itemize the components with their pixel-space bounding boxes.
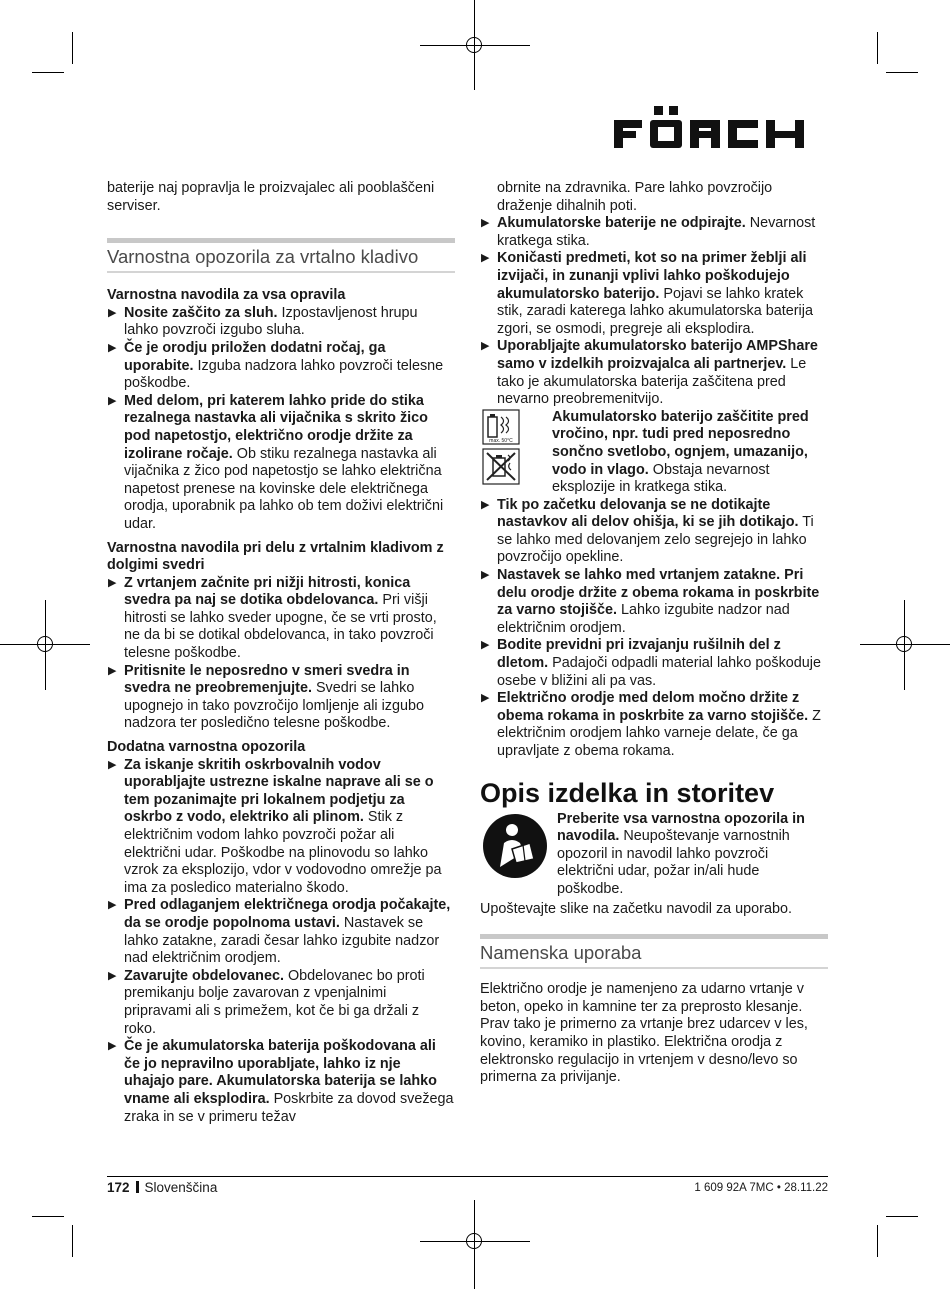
arrow-icon: ▶ [481, 569, 490, 582]
read-instructions-notice [480, 811, 828, 899]
arrow-icon: ▶ [108, 969, 117, 982]
item-bold: Električno orodje med delom močno držite z obema rokama in poskrbite za varno stojišče. [497, 690, 809, 724]
item-bold: Nastavek se lahko med vrtanjem zatakne. Pri delu orodje držite z obema rokama in poskrbite za varno stojišče. [497, 567, 820, 619]
item-text: Poskrbite za dovod svežega zraka in se v primeru težav [124, 1090, 454, 1125]
subheading: Varnostna navodila za vsa opravila [107, 287, 346, 304]
crop-mark [877, 32, 878, 64]
section-title: Varnostna opozorila za vrtalno kladivo [107, 247, 455, 273]
list-item [107, 968, 455, 1038]
subheading: Varnostna navodila pri delu z vrtalnim kladivom z dolgimi svedri [107, 539, 444, 574]
section-heading [107, 238, 455, 273]
item-bold: Zavarujte obdelovanec. [124, 967, 284, 984]
page-footer [107, 1176, 828, 1195]
arrow-icon: ▶ [108, 576, 117, 589]
continuation-text: obrnite na zdravnika. Pare lahko povzročijo draženje dihalnih poti. [497, 180, 773, 214]
notice-text [557, 811, 828, 899]
item-text: Pri višji hitrosti se lahko sveder upogne, če se vrti prosto, ne da bi se dotikal obdelovanca, in tako povzroči telesne poškodbe. [124, 592, 437, 662]
chapter-heading: Opis izdelka in storitev [480, 777, 775, 808]
item-bold: Pritisnite le neposredno v smeri svedra in svedra ne preobremenjujte. [124, 662, 410, 697]
list-item [107, 575, 455, 663]
arrow-icon: ▶ [481, 498, 490, 511]
item-bold: Z vrtanjem začnite pri nižji hitrosti, konica svedra pa naj se dotika obdelovanca. [124, 574, 411, 609]
arrow-icon: ▶ [481, 340, 490, 353]
item-text: Nevarnost kratkega stika. [497, 215, 816, 249]
arrow-icon: ▶ [108, 341, 117, 354]
list-item [107, 757, 455, 898]
warning-icons [482, 409, 520, 491]
brand-logo [612, 100, 828, 154]
item-text: Le tako je akumulatorska baterija zaščitena pred nevarno preobremenitvijo. [497, 355, 807, 408]
item-text: Padajoči odpadli material lahko poškoduje osebe v bližini ali pa vas. [497, 655, 821, 689]
item-bold: Nosite zaščito za sluh. [124, 304, 278, 321]
registration-mark [466, 37, 482, 53]
arrow-icon: ▶ [481, 692, 490, 705]
crop-mark [877, 1225, 878, 1257]
registration-mark [896, 636, 912, 652]
item-bold: Tik po začetku delovanja se ne dotikajte nastavkov ali delov ohišja, ki se jih dotikajo. [497, 496, 799, 531]
item-bold: Pred odlaganjem električnega orodja počakajte, da se orodje popolnoma ustavi. [124, 897, 451, 931]
section-title: Namenska uporaba [480, 943, 828, 969]
list-item [480, 567, 828, 637]
registration-mark [466, 1233, 482, 1249]
arrow-icon: ▶ [108, 899, 117, 912]
list-item [480, 250, 828, 338]
item-bold: Akumulatorsko baterijo zaščitite pred vročino, npr. tudi pred neposredno sončno svetlobo, ognjem, umazanijo, vodo in vlago. [552, 408, 809, 478]
list-item [480, 497, 828, 567]
list-item [107, 1038, 455, 1126]
item-text: Obdelovanec bo proti premikanju bolje zavarovan z vpenjalnimi pripravami ali s primežem, kot če bi ga držali z roko. [124, 967, 425, 1037]
left-column [107, 180, 455, 1126]
forch-logo-icon [612, 100, 828, 154]
crop-mark [72, 32, 73, 64]
footer-language: Slovenščina [144, 1180, 218, 1195]
item-bold: Uporabljajte akumulatorsko baterijo AMPShare samo v izdelkih proizvajalca ali partnerjev. [497, 338, 818, 372]
crop-mark [886, 72, 918, 73]
item-bold: Če je akumulatorska baterija poškodovana ali če jo nepravilno uporabljate, lahko iz nje uhajajo pare. Akumulatorska baterija se lahko vname ali eksplodira. [124, 1038, 437, 1107]
page-number: 172 [107, 1180, 130, 1195]
arrow-icon: ▶ [108, 306, 117, 319]
list-item [480, 637, 828, 690]
figures-note: Upoštevajte slike na začetku navodil za uporabo. [480, 900, 792, 917]
item-text: Nastavek se lahko zatakne, zaradi česar lahko izgubite nadzor nad električnim orodjem. [124, 914, 440, 967]
item-bold: Za iskanje skritih oskrbovalnih vodov uporabljajte ustrezne iskalne naprave ali se o tem pozanimajte pri lokalnem podjetju za oskrbo z vodo, elektriko ali plinom. [124, 756, 434, 826]
footer-left [107, 1179, 217, 1196]
item-text: Z električnim orodjem lahko varneje delate, če ga upravljate z obema rokama. [497, 707, 821, 759]
item-bold: Koničasti predmeti, kot so na primer žeblji ali izvijači, in zunanji vplivi lahko poškodujejo akumulatorsko baterijo. [497, 250, 807, 302]
item-text: Lahko izgubite nadzor nad električnim orodjem. [497, 602, 790, 636]
footer-separator [136, 1181, 139, 1193]
list-item [107, 897, 455, 967]
item-text: Obstaja nevarnost eksplozije in kratkega stika. [552, 461, 770, 496]
item-text: Neupoštevanje varnostnih opozoril in navodil lahko povzroči električni udar, požar in/ali hude poškodbe. [557, 828, 790, 897]
arrow-icon: ▶ [481, 252, 490, 265]
item-text: Ob stiku rezalnega nastavka ali vijačnika z žico pod napetostjo se lahko električna napetost prenese na kovinske dele električnega orodja, uporabnik pa lahko ob tem doživi električni udar. [124, 445, 444, 532]
item-text: Svedri se lahko upognejo in tako povzročijo lomljenje ali izgubo nadzora ter posledično telesne poškodbe. [124, 680, 424, 732]
arrow-icon: ▶ [108, 664, 117, 677]
list-item [107, 340, 455, 393]
item-bold: Med delom, pri katerem lahko pride do stika rezalnega nastavka ali vijačnika s skrito žico pod napetostjo, električno orodje držite za izolirane ročaje. [124, 392, 428, 462]
arrow-icon: ▶ [481, 639, 490, 652]
item-bold: Akumulatorske baterije ne odpirajte. [497, 215, 746, 232]
section-heading [480, 934, 828, 969]
list-item [480, 338, 828, 408]
list-item [107, 663, 455, 733]
item-text: Ti se lahko med delovanjem zelo segrejejo in lahko povzročijo opekline. [497, 514, 814, 566]
item-bold: Preberite vsa varnostna opozorila in navodila. [557, 810, 805, 845]
subheading: Dodatna varnostna opozorila [107, 739, 306, 756]
intro-text: baterije naj popravlja le proizvajalec ali pooblaščeni serviser. [107, 180, 435, 214]
battery-temperature-icon [482, 409, 520, 485]
arrow-icon: ▶ [108, 758, 117, 771]
right-column [480, 180, 828, 1087]
arrow-icon: ▶ [481, 217, 490, 230]
registration-mark [37, 636, 53, 652]
read-manual-icon [482, 813, 548, 879]
list-item [480, 215, 828, 250]
arrow-icon: ▶ [108, 394, 117, 407]
warning-icons [482, 813, 548, 885]
crop-mark [32, 1216, 64, 1217]
warning-text [552, 409, 828, 497]
item-text: Izpostavljenost hrupu lahko povzroči izgubo sluha. [124, 304, 418, 339]
item-text: Stik z električnim vodom lahko povzroči požar ali električni udar. Poškodbe na plinovodu so lahko vzrok za eksplozijo, vdor v vodovodno omrežje pa ima za posledico materialno škodo. [124, 809, 442, 896]
heat-warning [480, 409, 828, 497]
item-bold: Bodite previdni pri izvajanju rušilnih del z dletom. [497, 637, 781, 672]
item-bold: Če je orodju priložen dodatni ročaj, ga uporabite. [124, 339, 386, 374]
item-text: Izguba nadzora lahko povzroči telesne poškodbe. [124, 357, 444, 392]
crop-mark [32, 72, 64, 73]
list-item [480, 690, 828, 760]
temp-label: max. 50°C [489, 437, 513, 444]
crop-mark [886, 1216, 918, 1217]
arrow-icon: ▶ [108, 1040, 117, 1053]
item-text: Pojavi se lahko kratek stik, zaradi katerega lahko akumulatorska baterija zgori, se osmodi, pregreje ali eksplodira. [497, 285, 813, 337]
crop-mark [72, 1225, 73, 1257]
usage-text: Električno orodje je namenjeno za udarno vrtanje v beton, opeko in kamnine ter za preprosto klesanje. Prav tako je primerno za vrtanje brez udarcev v les, kovino, keramiko in plastiko. Električna orodja z elektronsko regulacijo in vrtenjem v desno/levo so primerna za privijanje. [480, 981, 808, 1086]
list-item [107, 393, 455, 534]
list-item [107, 305, 455, 340]
footer-code: 1 609 92A 7MC • 28.11.22 [694, 1182, 828, 1194]
